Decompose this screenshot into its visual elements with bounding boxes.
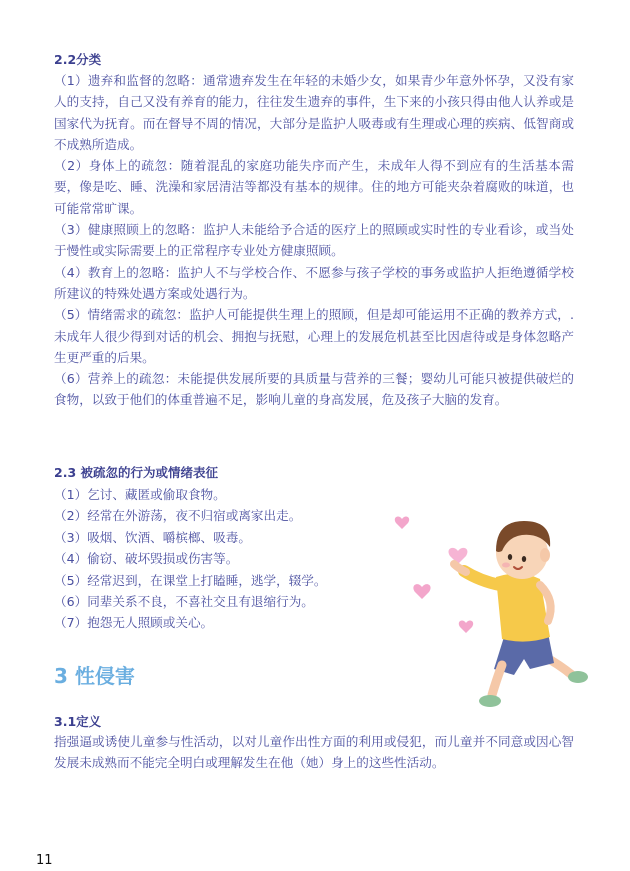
paragraph-2-2-1: （1）遗弃和监督的忽略：通常遗弃发生在年轻的未婚少女，如果青少年意外怀孕，又没有家人的支持，自己又没有养育的能力，往往发生遗弃的事件，生下来的小孩只得由他人认养或是国家代为抚育。而在督导不周的情况，大部分是监护人吸毒或有生理或心理的疾病、低智商或不成熟所造成。 — [54, 73, 574, 152]
heart-icon — [395, 516, 409, 529]
heart-icon — [413, 584, 430, 599]
running-boy-illustration — [392, 505, 612, 720]
section-2-3-heading: 2.3 被疏忽的行为或情绪表征 — [54, 465, 218, 480]
list-item: （2）经常在外游荡，夜不归宿或离家出走。 — [54, 508, 302, 524]
list-item: （5）经常迟到，在课堂上打瞌睡，逃学，辍学。 — [54, 572, 327, 588]
paragraph-2-2-3: （3）健康照顾上的忽略：监护人未能给予合适的医疗上的照顾或实时性的专业看诊，或当处于慢性或实际需要上的正常程序专业处方健康照顾。 — [54, 222, 574, 259]
section-3-heading: 3 性侵害 — [54, 664, 135, 688]
section-2-2-body — [54, 70, 574, 411]
section-3-1-heading: 3.1定义 — [54, 714, 102, 729]
list-item: （4）偷窃、破坏毁损或伤害等。 — [54, 551, 239, 567]
list-item: （7）抱怨无人照顾或关心。 — [54, 615, 214, 631]
section-3-1-body — [54, 731, 574, 774]
heart-icon — [459, 620, 473, 633]
list-item: （1）乞讨、藏匿或偷取食物。 — [54, 487, 226, 502]
paragraph-2-2-6: （6）营养上的疏忽：未能提供发展所要的具质量与营养的三餐；婴幼儿可能只被提供破烂的食物，以致于他们的体重普遍不足，影响儿童的身高发展，危及孩子大脑的发育。 — [54, 371, 574, 408]
paragraph-2-2-4: （4）教育上的忽略：监护人不与学校合作、不愿参与孩子学校的事务或监护人拒绝遵循学校所建议的特殊处遇方案或处遇行为。 — [54, 264, 574, 301]
section-2-3-list — [54, 484, 326, 634]
page-number: 11 — [36, 853, 53, 868]
list-item: （6）同辈关系不良，不喜社交且有退缩行为。 — [54, 594, 314, 610]
list-item: （3）吸烟、饮酒、嚼槟榔、吸毒。 — [54, 529, 251, 545]
paragraph-2-2-2: （2）身体上的疏忽：随着混乱的家庭功能失序而产生，未成年人得不到应有的生活基本需要，像是吃、睡、洗澡和家居清洁等都没有基本的规律。住的地方可能夹杂着腐败的味道，也可能常常旷课。 — [54, 158, 574, 216]
paragraph-3-1: 指强逼或诱使儿童参与性活动，以对儿童作出性方面的利用或侵犯，而儿童并不同意或因心智发展未成熟而不能完全明白或理解发生在他（她）身上的这些性活动。 — [54, 734, 574, 771]
section-2-2-heading: 2.2分类 — [54, 52, 102, 67]
paragraph-2-2-5: （5）情绪需求的疏忽：监护人可能提供生理上的照顾，但是却可能运用不正确的教养方式，.未成年人很少得到对话的机会、拥抱与抚慰，心理上的发展危机甚至比因虐待或是身体忽略产生更严重的后果。 — [54, 307, 574, 365]
